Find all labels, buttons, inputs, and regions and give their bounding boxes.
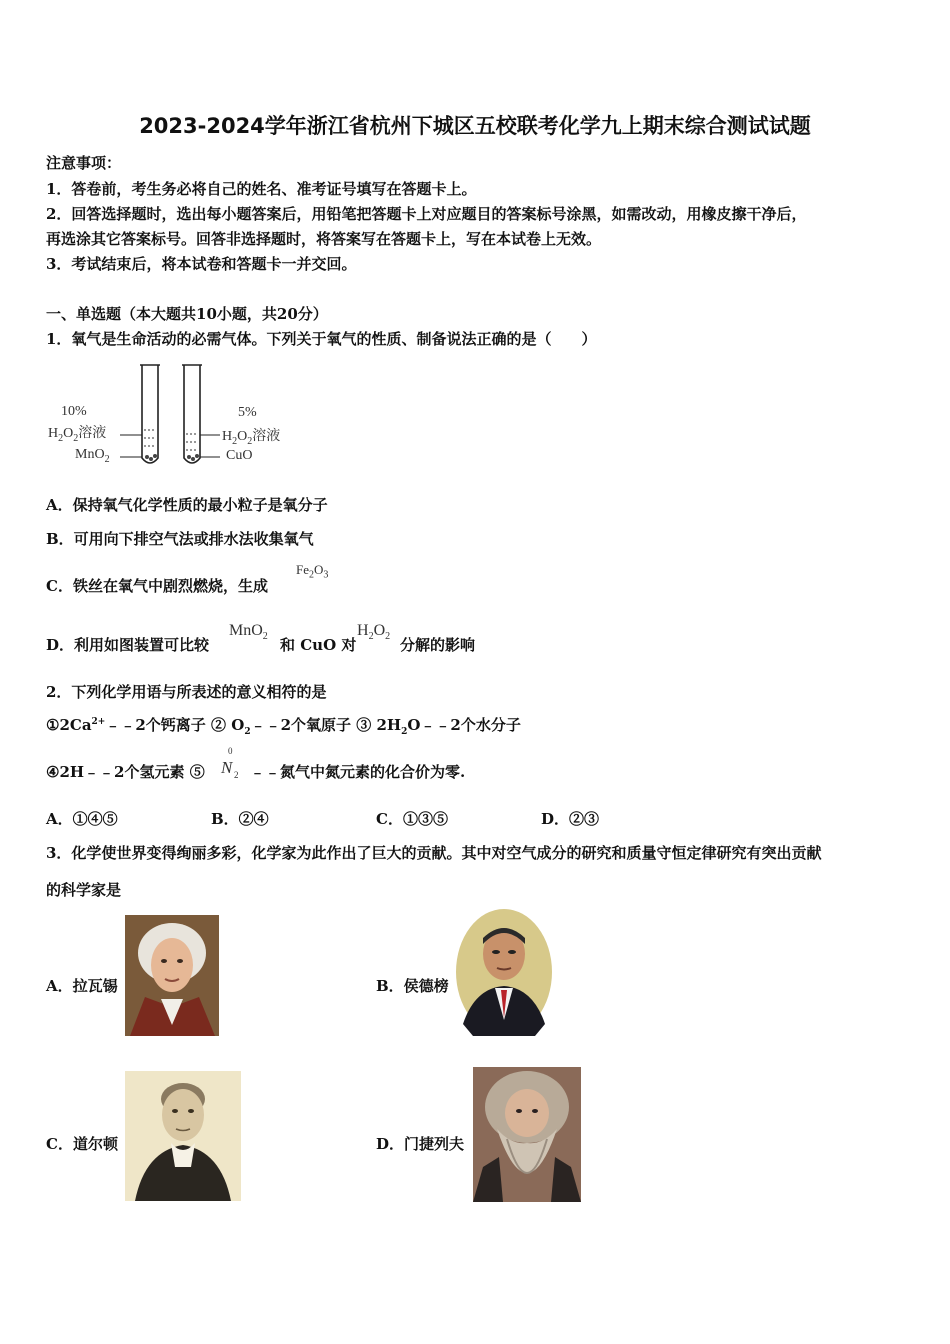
question-1-option-a: A．保持氧气化学性质的最小粒子是氧分子 <box>46 496 328 514</box>
question-2-option-b: B．②④ <box>211 810 269 828</box>
question-2-option-d: D．②③ <box>541 810 600 828</box>
question-3-option-d: D．门捷列夫 <box>376 1135 465 1153</box>
question-2-stem: 2．下列化学用语与所表述的意义相符的是 <box>46 683 327 701</box>
mno2-formula: MnO$_2$ <box>229 622 268 643</box>
question-2-line-2: ④2H﹣﹣2个氢元素 ⑤ <box>46 763 205 781</box>
left-concentration-label: 10% <box>61 404 87 419</box>
question-3-option-b: B．侯德榜 <box>376 977 449 995</box>
right-concentration-label: 5% <box>238 405 257 420</box>
page-title: 2023-2024学年浙江省杭州下城区五校联考化学九上期末综合测试试题 <box>139 114 811 138</box>
question-2-option-c: C．①③⑤ <box>376 810 448 828</box>
question-2-option-a: A．①④⑤ <box>46 810 118 828</box>
question-1-option-c: C．铁丝在氧气中剧烈燃烧，生成 <box>46 577 268 595</box>
question-3-stem-line-1: 3．化学使世界变得绚丽多彩，化学家为此作出了巨大的贡献。其中对空气成分的研究和质量守恒定律研究有突出贡献 <box>46 844 822 862</box>
dalton-portrait <box>125 1071 241 1201</box>
lavoisier-portrait <box>125 915 219 1036</box>
notice-item: 1．答卷前，考生务必将自己的姓名、准考证号填写在答题卡上。 <box>46 180 477 198</box>
question-3-stem-line-2: 的科学家是 <box>46 881 122 899</box>
question-2-line-1: $①2Ca^{2+}﹣﹣2$个钙离子 ② $O_2﹣﹣2$个氧原子 ③ $2H_2O﹣﹣2$个水分子 <box>46 716 521 737</box>
hou-debang-portrait <box>455 908 553 1037</box>
h2o2-formula: $H_2O_2$ <box>357 622 391 643</box>
question-1-option-d-part3: 分解的影响 <box>400 636 476 654</box>
notice-item: 3．考试结束后，将本试卷和答题卡一并交回。 <box>46 255 357 273</box>
question-1-option-b: B．可用向下排空气法或排水法收集氧气 <box>46 530 314 548</box>
n2-valence-formula: 0 N 2 <box>221 746 239 780</box>
question-1-stem: 1．氧气是生命活动的必需气体。下列关于氧气的性质、制备说法正确的是（ ） <box>46 330 597 348</box>
question-1-option-d-part1: D．利用如图装置可比较 <box>46 636 210 654</box>
right-solution-label: $H_2O_2$溶液 <box>222 429 281 447</box>
question-3-option-c: C．道尔顿 <box>46 1135 118 1153</box>
question-1-option-d-part2: 和 CuO 对 <box>280 636 357 654</box>
question-2-line-2-tail: ﹣﹣氮气中氮元素的化合价为零. <box>250 763 466 781</box>
right-catalyst-label: CuO <box>226 448 253 463</box>
notice-heading: 注意事项： <box>46 154 122 172</box>
fe2o3-formula: $Fe_2O_3$ <box>296 562 329 581</box>
notice-item: 2．回答选择题时，选出每小题答案后，用铅笔把答题卡上对应题目的答案标号涂黑，如需改动，用橡皮擦干净后， <box>46 205 807 223</box>
notice-item: 再选涂其它答案标号。回答非选择题时，将答案写在答题卡上，写在本试卷上无效。 <box>46 230 602 248</box>
mendeleev-portrait <box>473 1067 581 1202</box>
left-solution-label: $H_2O_2$溶液 <box>48 426 107 444</box>
question-3-option-a: A．拉瓦锡 <box>46 977 118 995</box>
test-tube-figure <box>46 360 306 475</box>
left-catalyst-label: MnO$_2$ <box>75 447 110 465</box>
section-heading: 一、单选题（本大题共10小题，共20分） <box>46 305 328 323</box>
